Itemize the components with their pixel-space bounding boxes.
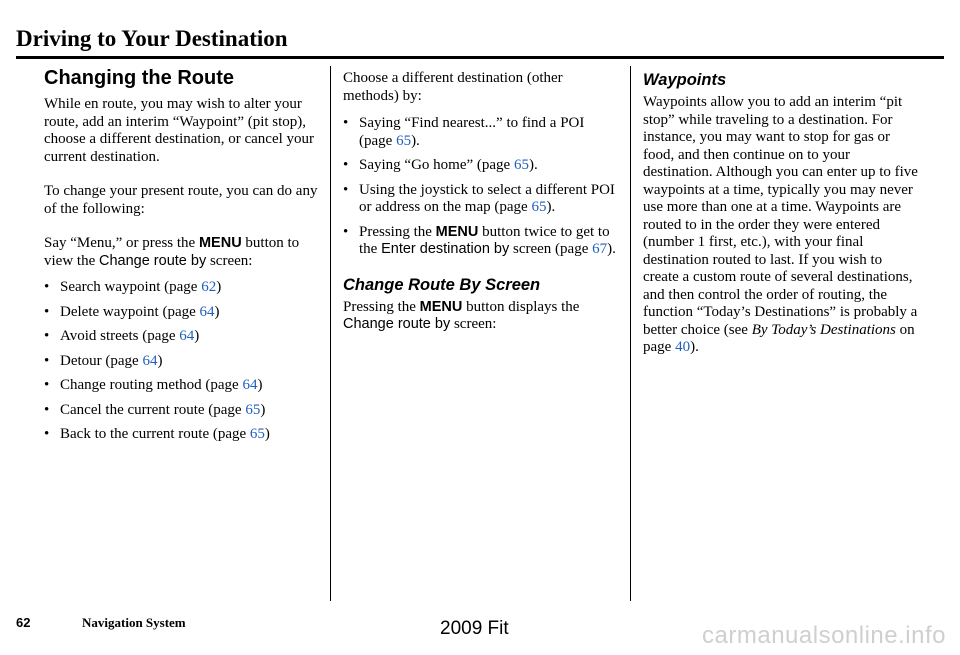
cross-reference: By Today’s Destinations <box>751 321 896 338</box>
list-item-text: Pressing the <box>359 223 436 240</box>
list-item <box>44 279 320 297</box>
paragraph-text: Pressing the <box>343 298 420 315</box>
list-item <box>343 115 621 150</box>
list-item-text: button twice to get to the <box>359 223 610 257</box>
instruction-paragraph: To change your present route, you can do any of the following: <box>44 183 318 217</box>
list-item <box>44 377 320 395</box>
header-rule <box>16 56 944 59</box>
page-link[interactable]: 65 <box>249 426 265 442</box>
list-item-text: Detour (page <box>60 352 143 369</box>
model-label: 2009 Fit <box>440 618 509 639</box>
page-number: 62 <box>16 615 31 630</box>
say-text: screen: <box>206 252 253 269</box>
page-link[interactable]: 40 <box>675 339 691 355</box>
list-item-text: Saying “Find nearest...” to find a POI (page <box>359 115 585 149</box>
list-item <box>44 402 320 420</box>
list-item <box>44 353 320 371</box>
list-item-text: Using the joystick to select a different POI or address on the map (page <box>359 181 615 215</box>
list-item <box>44 328 320 346</box>
paragraph-text: button displays the <box>462 298 580 315</box>
screen-name: Change route by <box>343 316 451 332</box>
waypoints-paragraph <box>643 94 921 357</box>
column-3 <box>643 70 921 374</box>
page-link[interactable]: 62 <box>201 279 217 295</box>
list-item-text: Avoid streets (page <box>60 328 180 344</box>
subsection-heading: Waypoints <box>643 71 727 89</box>
list-item-end: ) <box>157 352 163 369</box>
watermark: carmanualsonline.info <box>702 622 946 649</box>
column-divider <box>330 66 331 601</box>
list-item-end: ) <box>257 377 263 393</box>
paragraph-text: Waypoints allow you to add an interim “pit stop” while traveling to a destination. For instance, you may want to stop for gas or food, and then continue on to your destination. Although you can enter up to five waypoints at a time, typically you may never use more than one at a time. Waypoints are routed to in the order they were entered (number 1 first, etc.), with your final destination routed to last. If you wish to create a custom route of several destinations, and then control the order of routing, the function “Today’s Destinations” is probably a better choice (see <box>643 94 918 338</box>
screen-name: Enter destination by <box>381 241 510 257</box>
list-item <box>44 304 320 322</box>
intro-paragraph: Choose a different destination (other methods) by: <box>343 70 563 104</box>
page-link[interactable]: 65 <box>531 199 547 215</box>
page-link[interactable]: 64 <box>242 377 258 393</box>
subsection-heading: Change Route By Screen <box>343 275 541 294</box>
list-item <box>343 224 621 259</box>
say-text: Say “Menu,” or press the <box>44 235 199 251</box>
list-item-text: Cancel the current route (page <box>60 401 246 418</box>
list-item-text: Delete waypoint (page <box>60 303 200 320</box>
menu-button-label: MENU <box>419 298 463 315</box>
list-item-text: Back to the current route (page <box>60 426 250 442</box>
intro-paragraph: While en route, you may wish to alter your route, add an interim “Waypoint” (pit stop), choose a different destination, or cancel your current destination. <box>44 96 315 165</box>
list-item-end: ) <box>194 328 200 344</box>
say-text: button to view the <box>44 235 300 269</box>
list-item-end: ) <box>216 279 222 295</box>
menu-button-label: MENU <box>198 235 242 251</box>
destination-methods-list <box>343 115 621 259</box>
list-item <box>343 157 621 175</box>
page-link[interactable]: 64 <box>199 303 215 320</box>
page-link[interactable]: 65 <box>513 157 529 173</box>
column-2 <box>343 70 621 351</box>
change-route-by-paragraph <box>343 299 621 334</box>
list-item-end: ). <box>528 157 538 173</box>
column-divider <box>630 66 631 601</box>
paragraph-text: screen: <box>450 316 497 332</box>
list-item-end: ). <box>546 199 556 215</box>
list-item-end: ) <box>260 401 266 418</box>
footer-label: Navigation System <box>82 615 186 630</box>
menu-button-label: MENU <box>435 223 479 240</box>
paragraph-text: on page <box>643 321 915 355</box>
list-item-end: ) <box>214 303 220 320</box>
page-link[interactable]: 67 <box>592 241 608 257</box>
page-link[interactable]: 64 <box>179 328 195 344</box>
page-link[interactable]: 65 <box>245 401 261 418</box>
screen-name: Change route by <box>98 252 207 269</box>
list-item-text: Search waypoint (page <box>60 279 202 295</box>
say-menu-paragraph <box>44 235 320 270</box>
list-item-end: ). <box>607 241 616 257</box>
list-item <box>343 182 621 217</box>
change-route-options-list <box>44 279 320 444</box>
list-item-text: screen (page <box>509 241 593 257</box>
paragraph-text: ). <box>690 339 699 355</box>
list-item-text: Saying “Go home” (page <box>359 157 514 173</box>
list-item-end: ). <box>411 132 420 149</box>
page-link[interactable]: 65 <box>396 132 412 149</box>
list-item-end: ) <box>264 426 270 442</box>
column-1 <box>44 66 320 460</box>
list-item <box>44 426 320 444</box>
list-item-text: Change routing method (page <box>60 377 243 393</box>
page-title: Driving to Your Destination <box>16 26 288 51</box>
section-heading: Changing the Route <box>44 67 234 89</box>
page-link[interactable]: 64 <box>142 352 158 369</box>
